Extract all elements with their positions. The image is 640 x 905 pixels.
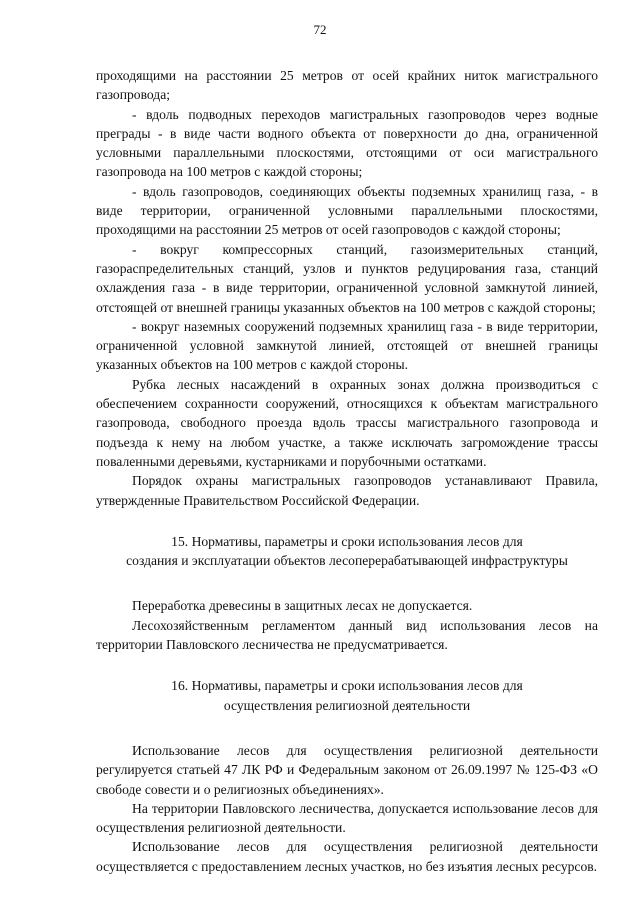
paragraph-not-provided: Лесохозяйственным регламентом данный вид использования лесов на территории Павловского лесничества не предусматривается. (96, 617, 598, 653)
paragraph-compressor-stations: - вокруг компрессорных станций, газоизмерительных станций, газораспределительных станций, узлов и пунктов редуцирования газа, станций охлаждения газа - в виде территории, ограниченной условной замкнутой линией, отстоящей от внешней границы указанных объектов на 100 метров с каждой стороны; (96, 241, 598, 315)
paragraph-protection-order: Порядок охраны магистральных газопроводов устанавливают Правила, утвержденные Правительством Российской Федерации. (96, 473, 598, 508)
page-number: 72 (313, 22, 327, 37)
section-16-heading (96, 676, 598, 715)
paragraph-religious-allowed: На территории Павловского лесничества, допускается использование лесов для осуществления религиозной деятельности. (96, 800, 598, 836)
section-15-heading-line-1: 15. Нормативы, параметры и сроки использования лесов для (171, 533, 523, 549)
paragraph-underwater-crossings: - вдоль подводных переходов магистральных газопроводов через водные преграды - в виде части водного объекта от поверхности до дна, ограниченной условными параллельными плоскостями, отстоящими от оси магистрального газопровода на 100 метров с каждой стороны; (96, 106, 598, 180)
paragraph-religious-law: Использование лесов для осуществления религиозной деятельности регулируется статьей 47 ЛК РФ и Федеральным законом от 26.09.1997 № 125-ФЗ «О свободе совести и о религиозных объединениях». (96, 742, 598, 797)
paragraph-protection-zone-continuation: проходящими на расстоянии 25 метров от осей крайних ниток магистрального газопровода; (96, 68, 598, 103)
document-body (96, 66, 598, 876)
section-16-heading-line-1: 16. Нормативы, параметры и сроки использования лесов для (171, 678, 523, 694)
section-15-heading (96, 532, 598, 571)
paragraph-ground-structures: - вокруг наземных сооружений подземных хранилищ газа - в виде территории, ограниченной условной замкнутой линией, отстоящей от внешней границы указанных объектов на 100 метров с каждой стороны. (96, 318, 598, 373)
paragraph-wood-processing: Переработка древесины в защитных лесах не допускается. (132, 598, 473, 614)
paragraph-religious-leasing: Использование лесов для осуществления религиозной деятельности осуществляется с предоставлением лесных участков, но без изъятия лесных ресурсов. (96, 839, 598, 874)
paragraph-storage-pipelines: - вдоль газопроводов, соединяющих объекты подземных хранилищ газа, - в виде территории, ограниченной условными параллельными плоскостями, проходящими на расстоянии 25 метров от осей газопроводов с каждой стороны; (96, 183, 598, 238)
paragraph-felling-rules: Рубка лесных насаждений в охранных зонах должна производиться с обеспечением сохранности сооружений, относящихся к объектам магистрального газопровода, свободного проезда вдоль трассы магистрального газопровода и подъезда к нему на любом участке, а также исключать загромождение трассы поваленными деревьями, кустарниками и порубочными остатками. (96, 376, 598, 469)
section-16-heading-line-2: осуществления религиозной деятельности (223, 697, 471, 713)
section-15-heading-line-2: создания и эксплуатации объектов лесоперерабатывающей инфраструктуры (126, 553, 568, 569)
